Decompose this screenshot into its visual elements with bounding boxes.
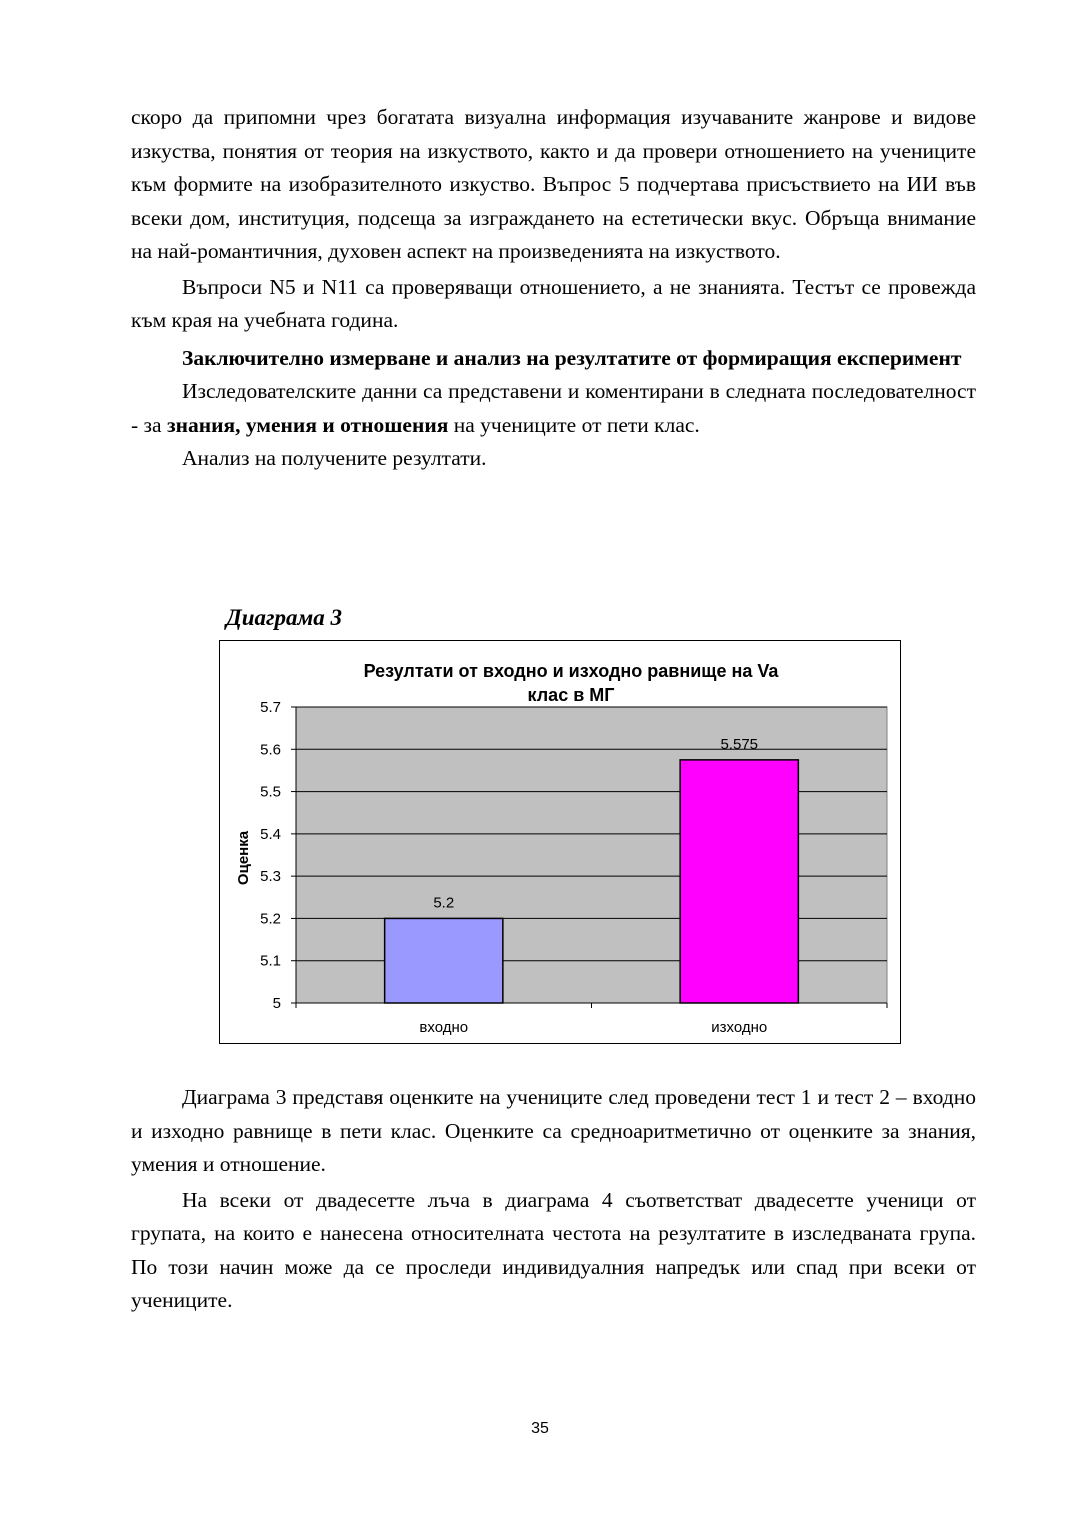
- paragraph-3-bold: знания, умения и отношения: [166, 412, 449, 437]
- paragraph-3: [131, 375, 976, 442]
- paragraph-1: скоро да припомни чрез богатата визуална информация изучаваните жанрове и видове изкуства, понятия от теория на изкуството, както и да провери отношението на учениците към формите на изобразителното изкуство. Въпрос 5 подчертава присъствието на ИИ във всеки дом, институция, подсеща за изграждането на естетически вкус. Обръща внимание на най-романтичния, духовен аспект на произведенията на изкуството.: [131, 105, 976, 263]
- y-tick-label: 5.2: [260, 910, 281, 928]
- y-tick-label: 5: [272, 995, 281, 1012]
- chart-title-line1: Резултати от входно и изходно равнище на Va: [363, 661, 779, 681]
- figure-caption: Диаграма 3: [226, 605, 342, 630]
- x-category-label: входно: [419, 1019, 469, 1036]
- text-top: [131, 101, 976, 476]
- chart-frame: [219, 640, 901, 1044]
- y-tick-label: 5.7: [260, 699, 281, 716]
- paragraph-3-start: Изследователските данни са представени и коментирани в следната последователност - за: [131, 379, 976, 437]
- y-tick-label: 5.5: [260, 783, 281, 801]
- y-tick-label: 5.4: [260, 825, 281, 843]
- paragraph-2: Въпроси N5 и N11 са проверяващи отношението, а не знанията. Тестът се провежда към края на учебната година.: [131, 274, 976, 332]
- bar-2: [680, 760, 798, 1003]
- bar-chart: [220, 641, 900, 1043]
- paragraph-5: Диаграма 3 представя оценките на учениците след проведени тест 1 и тест 2 – входно и изходно равнище в пети клас. Оценките са средноаритметично от оценките за знания, умения и отношение.: [131, 1085, 976, 1176]
- chart-title-line2: клас в МГ: [527, 685, 615, 705]
- paragraph-4: Анализ на получените резултати.: [182, 446, 487, 470]
- data-label: 5.575: [720, 735, 759, 753]
- text-bottom: [131, 1081, 976, 1318]
- page-number: 35: [531, 1420, 549, 1437]
- y-tick-label: 5.6: [260, 741, 281, 759]
- x-category-label: изходно: [711, 1019, 768, 1036]
- section-heading: Заключително измерване и анализ на резултатите от формиращия експеримент: [182, 345, 962, 370]
- y-tick-label: 5.1: [260, 952, 281, 970]
- data-label: 5.2: [433, 894, 455, 912]
- bar-1: [385, 918, 503, 1003]
- plot-area: [260, 699, 887, 1036]
- y-axis-label: Оценка: [235, 830, 252, 886]
- paragraph-6: На всеки от двадесетте лъча в диаграма 4 съответстват двадесетте ученици от групата, на които е нанесена относителната честота на резултатите в изследваната група. По този начин може да се проследи индивидуалния напредък или спад при всеки от учениците.: [131, 1187, 976, 1312]
- paragraph-3-end: на учениците от пети клас.: [448, 412, 700, 437]
- y-tick-label: 5.3: [260, 868, 281, 886]
